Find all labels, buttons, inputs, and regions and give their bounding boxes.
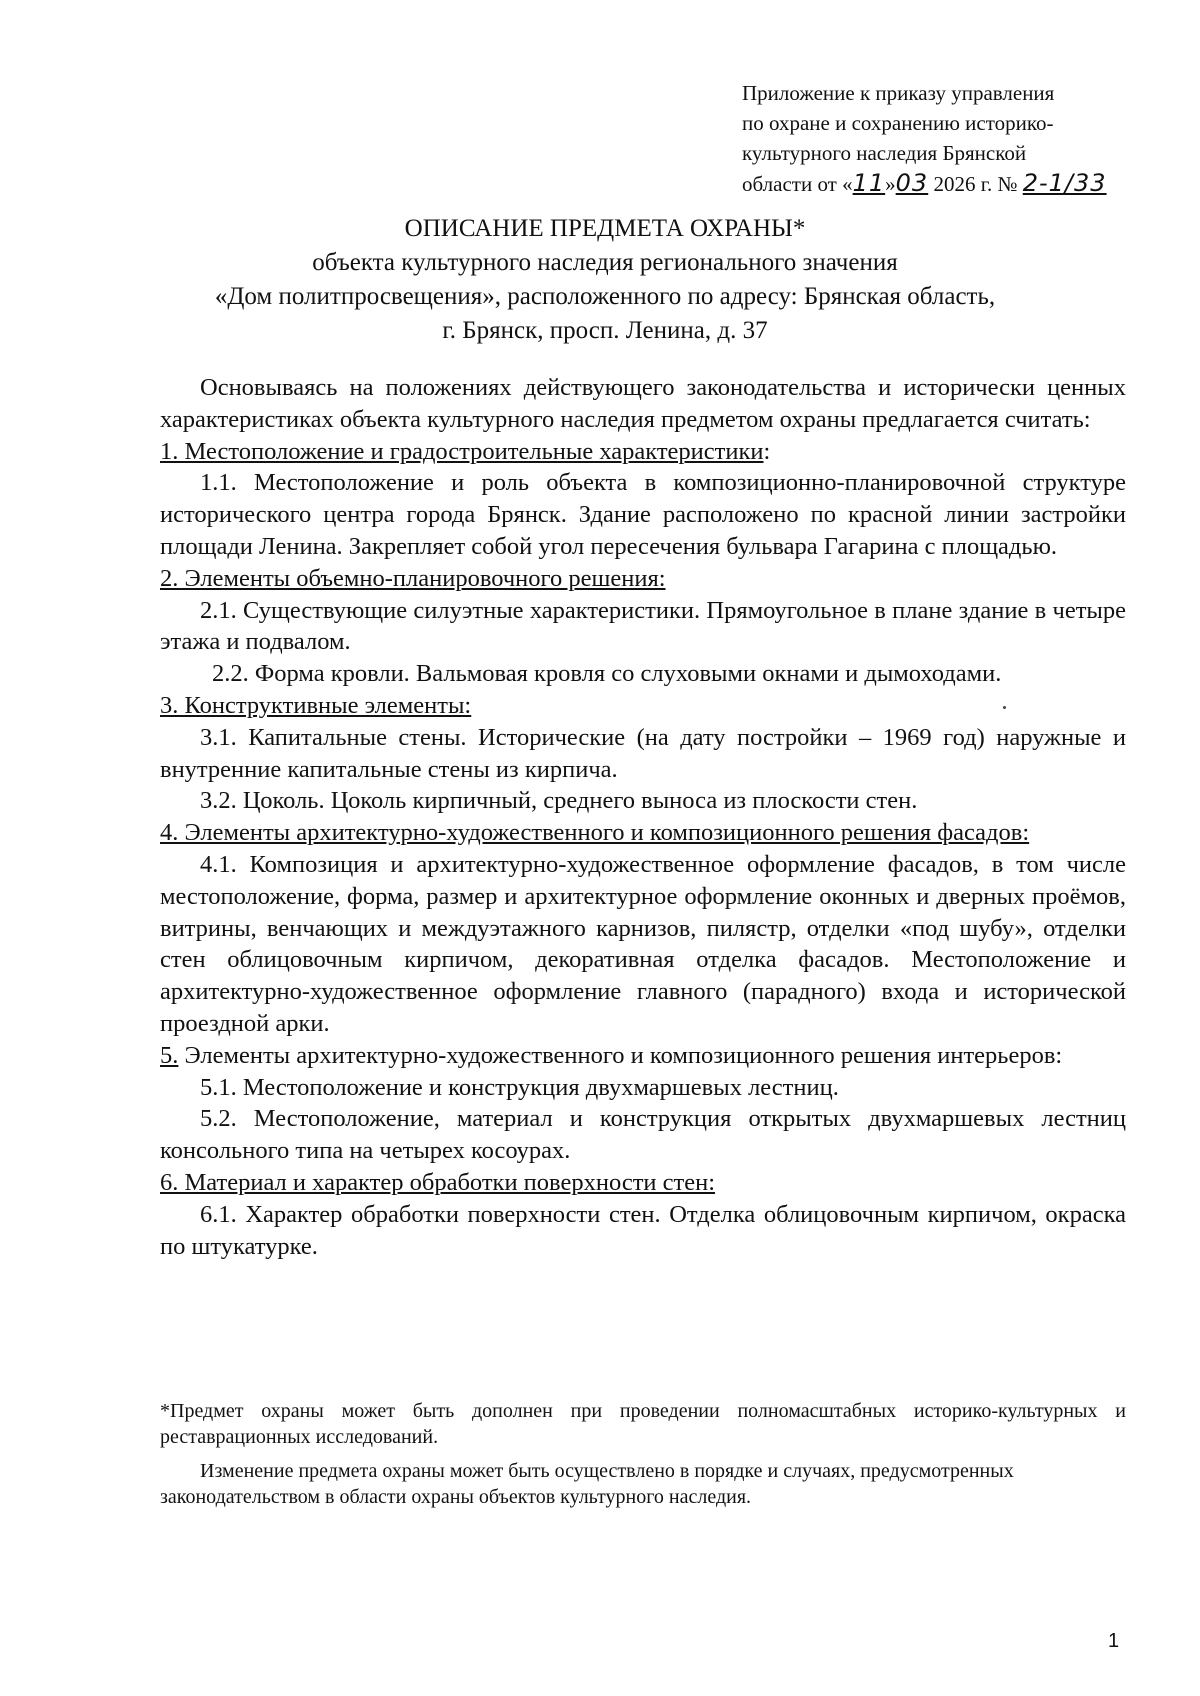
- title-line: объекта культурного наследия регионального значения: [312, 249, 898, 276]
- appendix-header: [742, 78, 1142, 199]
- appendix-year: 2026 г. №: [928, 172, 1023, 196]
- paragraph-3-2: 3.2. Цоколь. Цоколь кирпичный, среднего выноса из плоскости стен.: [200, 787, 918, 815]
- footnote: [160, 1398, 1126, 1510]
- document-title-block: [140, 212, 1070, 348]
- section-heading: [160, 817, 1126, 849]
- appendix-date-sep: »: [885, 172, 896, 196]
- paragraph-5-1: 5.1. Местоположение и конструкция двухмаршевых лестниц.: [200, 1073, 839, 1101]
- document-body: [160, 372, 1126, 1262]
- section-heading: [160, 690, 1126, 722]
- intro-paragraph: Основываясь на положениях действующего законодательства и исторически ценных характеристиках объекта культурного наследия предметом охраны предлагается считать:: [160, 374, 1126, 433]
- paragraph-2-2: 2.2. Форма кровли. Вальмовая кровля со слуховыми окнами и дымоходами.: [212, 660, 1002, 688]
- section-heading: [160, 563, 1126, 595]
- section-4-heading: 4. Элементы архитектурно-художественного и композиционного решения фасадов:: [160, 819, 1030, 847]
- paragraph-5-2: 5.2. Местоположение, материал и конструкция открытых двухмаршевых лестниц консольного типа на четырех косоурах.: [160, 1105, 1126, 1165]
- appendix-line: культурного наследия Брянской: [742, 141, 1027, 165]
- paragraph-2-1: 2.1. Существующие силуэтные характеристики. Прямоугольное в плане здание в четыре этажа и подвалом.: [160, 596, 1126, 656]
- section-3-heading: 3. Конструктивные элементы:: [160, 691, 472, 719]
- paragraph-6-1: 6.1. Характер обработки поверхности стен. Отделка облицовочным кирпичом, окраска по штукатурке.: [160, 1200, 1126, 1260]
- paragraph-4-1: 4.1. Композиция и архитектурно-художественное оформление фасадов, в том числе местоположение, форма, размер и архитектурное оформление оконных и дверных проёмов, витрины, венчающих и междуэтажного карнизов, пилястр, отделки «под шубу», отделки стен облицовочным кирпичом, декоративная отделка фасадов. Местоположение и архитектурно-художественное оформление главного (парадного) входа и исторической проездной арки.: [160, 850, 1126, 1037]
- section-heading: 1. Местоположение и градостроительные характеристики:: [160, 437, 771, 465]
- handwritten-order-number: 2-1/33: [1022, 169, 1107, 197]
- appendix-line: Приложение к приказу управления: [742, 81, 1055, 105]
- title-line: «Дом политпросвещения», расположенного по адресу: Брянская область,: [214, 283, 996, 310]
- footnote-line: Изменение предмета охраны может быть осуществлено в порядке и случаях, предусмотренных законодательством в области охраны объектов культурного наследия.: [160, 1460, 1014, 1508]
- appendix-date-line: [742, 168, 1142, 199]
- handwritten-month: 03: [895, 169, 929, 197]
- section-6-heading: 6. Материал и характер обработки поверхности стен:: [160, 1168, 716, 1196]
- footnote-line: *Предмет охраны может быть дополнен при проведении полномасштабных историко-культурных и реставрационных исследований.: [160, 1400, 1126, 1448]
- section-5-number: 5.: [160, 1041, 179, 1069]
- paragraph-1-1: 1.1. Местоположение и роль объекта в композиционно-планировочной структуре исторического центра города Брянск. Здание расположено по красной линии застройки площади Ленина. Закрепляет собой угол пересечения бульвара Гагарина с площадью.: [160, 469, 1126, 560]
- section-heading: [160, 1167, 1126, 1199]
- handwritten-day: 11: [852, 169, 886, 197]
- title-line: г. Брянск, просп. Ленина, д. 37: [442, 317, 768, 344]
- section-1-heading: 1. Местоположение и градостроительные характеристики: [160, 437, 764, 465]
- section-5-heading: Элементы архитектурно-художественного и композиционного решения интерьеров:: [178, 1041, 1063, 1069]
- appendix-line: по охране и сохранению историко-: [742, 111, 1054, 135]
- section-2-heading: 2. Элементы объемно-планировочного решения:: [160, 564, 666, 592]
- page-number: 1: [1108, 1630, 1120, 1652]
- document-title: ОПИСАНИЕ ПРЕДМЕТА ОХРАНЫ*: [404, 215, 806, 242]
- scan-speck: [1003, 706, 1006, 709]
- appendix-date-prefix: области от «: [742, 172, 853, 196]
- paragraph-3-1: 3.1. Капитальные стены. Исторические (на дату постройки – 1969 год) наружные и внутренние капитальные стены из кирпича.: [160, 723, 1126, 783]
- section-heading: [160, 1040, 1126, 1072]
